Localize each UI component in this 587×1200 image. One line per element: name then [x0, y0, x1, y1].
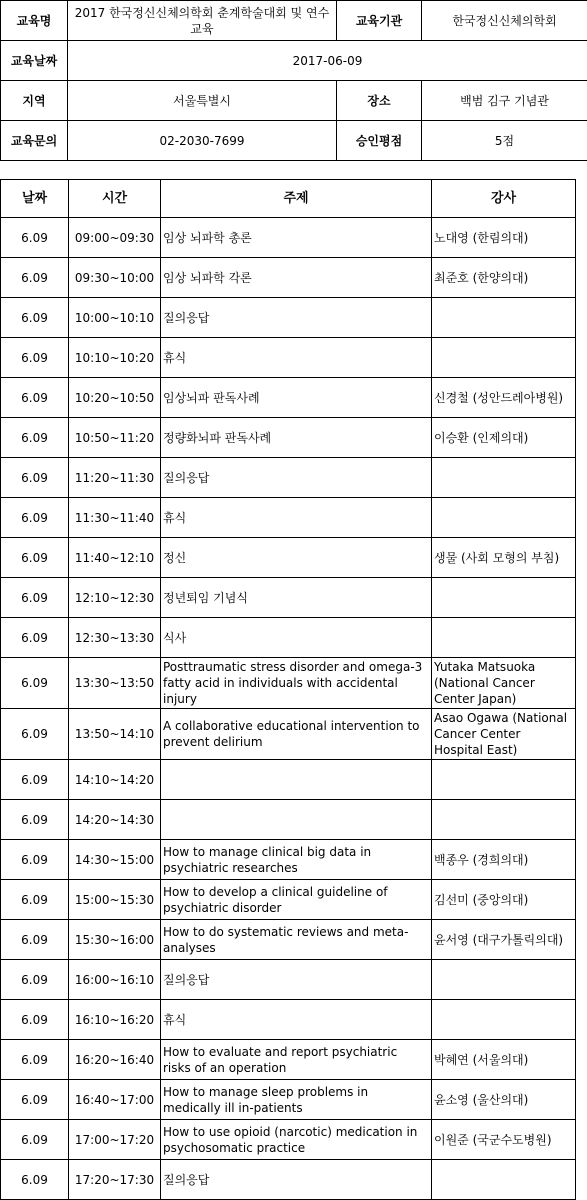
- edu-name-label: 교육명: [1, 1, 68, 41]
- row-date: 6.09: [1, 1160, 69, 1200]
- row-topic: How to evaluate and report psychiatric risks of an operation: [161, 1040, 432, 1080]
- row-date: 6.09: [1, 840, 69, 880]
- row-date: 6.09: [1, 760, 69, 800]
- row-time: 16:40~17:00: [69, 1080, 161, 1120]
- table-row: [1, 338, 576, 378]
- region-label: 지역: [1, 81, 68, 121]
- row-time: 15:00~15:30: [69, 880, 161, 920]
- row-lecturer: 노대영 (한림의대): [432, 218, 576, 258]
- row-date: 6.09: [1, 418, 69, 458]
- row-topic: How to manage clinical big data in psychiatric researches: [161, 840, 432, 880]
- row-lecturer: [432, 338, 576, 378]
- row-topic: 임상 뇌파학 각론: [161, 258, 432, 298]
- row-topic: 질의응답: [161, 960, 432, 1000]
- row-date: 6.09: [1, 298, 69, 338]
- place-label: 장소: [337, 81, 422, 121]
- row-time: 15:30~16:00: [69, 920, 161, 960]
- row-time: 13:30~13:50: [69, 658, 161, 709]
- row-topic: How to use opioid (narcotic) medication in psychosomatic practice: [161, 1120, 432, 1160]
- table-row: [1, 538, 576, 578]
- row-lecturer: Asao Ogawa (National Cancer Center Hospital East): [432, 709, 576, 760]
- row-lecturer: [432, 578, 576, 618]
- row-lecturer: [432, 800, 576, 840]
- row-time: 09:00~09:30: [69, 218, 161, 258]
- row-topic: 질의응답: [161, 1160, 432, 1200]
- date-label: 교육날짜: [1, 41, 68, 81]
- table-row: [1, 1120, 576, 1160]
- table-row: [1, 800, 576, 840]
- row-date: 6.09: [1, 338, 69, 378]
- row-lecturer: [432, 458, 576, 498]
- row-topic: 임상 뇌파학 총론: [161, 218, 432, 258]
- row-date: 6.09: [1, 218, 69, 258]
- row-date: 6.09: [1, 920, 69, 960]
- row-time: 12:30~13:30: [69, 618, 161, 658]
- row-date: 6.09: [1, 1120, 69, 1160]
- row-lecturer: [432, 960, 576, 1000]
- section-gap: [0, 161, 587, 179]
- table-row: [1, 458, 576, 498]
- row-date: 6.09: [1, 538, 69, 578]
- row-lecturer: 김선미 (중앙의대): [432, 880, 576, 920]
- row-topic: Posttraumatic stress disorder and omega-3 fatty acid in individuals with accidental injury: [161, 658, 432, 709]
- org-label: 교육기관: [337, 1, 422, 41]
- row-time: 17:20~17:30: [69, 1160, 161, 1200]
- row-topic: How to manage sleep problems in medically ill in-patients: [161, 1080, 432, 1120]
- score-value: 5점: [422, 121, 587, 161]
- row-time: 10:10~10:20: [69, 338, 161, 378]
- info-row-name: [1, 1, 587, 41]
- row-topic: How to develop a clinical guideline of psychiatric disorder: [161, 880, 432, 920]
- row-topic: A collaborative educational intervention to prevent delirium: [161, 709, 432, 760]
- contact-label: 교육문의: [1, 121, 68, 161]
- row-time: 12:10~12:30: [69, 578, 161, 618]
- header-lecturer: 강사: [432, 180, 576, 218]
- row-date: 6.09: [1, 578, 69, 618]
- table-row: [1, 709, 576, 760]
- place-value: 백범 김구 기념관: [422, 81, 587, 121]
- table-row: [1, 578, 576, 618]
- row-topic: 휴식: [161, 498, 432, 538]
- info-row-region: [1, 81, 587, 121]
- info-row-contact: [1, 121, 587, 161]
- row-topic: 질의응답: [161, 458, 432, 498]
- row-date: 6.09: [1, 880, 69, 920]
- row-topic: 정신: [161, 538, 432, 578]
- table-row: [1, 498, 576, 538]
- row-time: 11:20~11:30: [69, 458, 161, 498]
- table-row: [1, 218, 576, 258]
- row-topic: [161, 760, 432, 800]
- contact-value: 02-2030-7699: [68, 121, 337, 161]
- schedule-body: [1, 218, 576, 1200]
- row-time: 16:10~16:20: [69, 1000, 161, 1040]
- schedule-header-row: [1, 180, 576, 218]
- table-row: [1, 378, 576, 418]
- row-lecturer: [432, 618, 576, 658]
- row-time: 10:50~11:20: [69, 418, 161, 458]
- info-row-date: [1, 41, 587, 81]
- row-date: 6.09: [1, 1080, 69, 1120]
- row-date: 6.09: [1, 709, 69, 760]
- row-lecturer: 이승환 (인제의대): [432, 418, 576, 458]
- row-lecturer: [432, 498, 576, 538]
- row-time: 10:00~10:10: [69, 298, 161, 338]
- row-time: 16:20~16:40: [69, 1040, 161, 1080]
- row-time: 11:40~12:10: [69, 538, 161, 578]
- row-date: 6.09: [1, 458, 69, 498]
- header-date: 날짜: [1, 180, 69, 218]
- row-topic: 정년퇴임 기념식: [161, 578, 432, 618]
- row-lecturer: Yutaka Matsuoka (National Cancer Center Japan): [432, 658, 576, 709]
- row-date: 6.09: [1, 498, 69, 538]
- row-lecturer: [432, 1160, 576, 1200]
- table-row: [1, 1000, 576, 1040]
- row-topic: 정량화뇌파 판독사례: [161, 418, 432, 458]
- row-time: 11:30~11:40: [69, 498, 161, 538]
- row-time: 09:30~10:00: [69, 258, 161, 298]
- row-time: 16:00~16:10: [69, 960, 161, 1000]
- row-lecturer: [432, 1000, 576, 1040]
- header-topic: 주제: [161, 180, 432, 218]
- row-lecturer: 윤서영 (대구가톨릭의대): [432, 920, 576, 960]
- table-row: [1, 1040, 576, 1080]
- row-topic: How to do systematic reviews and meta-analyses: [161, 920, 432, 960]
- row-lecturer: [432, 760, 576, 800]
- table-row: [1, 920, 576, 960]
- row-date: 6.09: [1, 618, 69, 658]
- row-time: 14:30~15:00: [69, 840, 161, 880]
- table-row: [1, 880, 576, 920]
- row-time: 13:50~14:10: [69, 709, 161, 760]
- row-time: 17:00~17:20: [69, 1120, 161, 1160]
- table-row: [1, 1160, 576, 1200]
- table-row: [1, 840, 576, 880]
- row-lecturer: 이원준 (국군수도병원): [432, 1120, 576, 1160]
- table-row: [1, 658, 576, 709]
- row-date: 6.09: [1, 1040, 69, 1080]
- table-row: [1, 618, 576, 658]
- row-topic: [161, 800, 432, 840]
- table-row: [1, 418, 576, 458]
- row-time: 14:10~14:20: [69, 760, 161, 800]
- row-time: 14:20~14:30: [69, 800, 161, 840]
- row-topic: 휴식: [161, 338, 432, 378]
- region-value: 서울특별시: [68, 81, 337, 121]
- header-time: 시간: [69, 180, 161, 218]
- score-label: 승인평점: [337, 121, 422, 161]
- row-date: 6.09: [1, 658, 69, 709]
- row-lecturer: 신경철 (성안드레아병원): [432, 378, 576, 418]
- date-value: 2017-06-09: [68, 41, 587, 81]
- table-row: [1, 298, 576, 338]
- row-lecturer: 생물 (사회 모형의 부침): [432, 538, 576, 578]
- row-topic: 휴식: [161, 1000, 432, 1040]
- row-lecturer: [432, 298, 576, 338]
- row-lecturer: 박혜연 (서울의대): [432, 1040, 576, 1080]
- row-topic: 식사: [161, 618, 432, 658]
- row-time: 10:20~10:50: [69, 378, 161, 418]
- row-date: 6.09: [1, 378, 69, 418]
- edu-name-value: 2017 한국정신신체의학회 춘계학술대회 및 연수교육: [68, 1, 337, 41]
- row-topic: 임상뇌파 판독사례: [161, 378, 432, 418]
- row-date: 6.09: [1, 1000, 69, 1040]
- schedule-table: [0, 179, 576, 1200]
- row-lecturer: 윤소영 (울산의대): [432, 1080, 576, 1120]
- table-row: [1, 258, 576, 298]
- row-date: 6.09: [1, 960, 69, 1000]
- table-row: [1, 760, 576, 800]
- row-topic: 질의응답: [161, 298, 432, 338]
- row-date: 6.09: [1, 800, 69, 840]
- org-value: 한국정신신체의학회: [422, 1, 587, 41]
- row-lecturer: 백종우 (경희의대): [432, 840, 576, 880]
- row-lecturer: 최준호 (한양의대): [432, 258, 576, 298]
- education-info-table: [0, 0, 587, 161]
- table-row: [1, 960, 576, 1000]
- table-row: [1, 1080, 576, 1120]
- row-date: 6.09: [1, 258, 69, 298]
